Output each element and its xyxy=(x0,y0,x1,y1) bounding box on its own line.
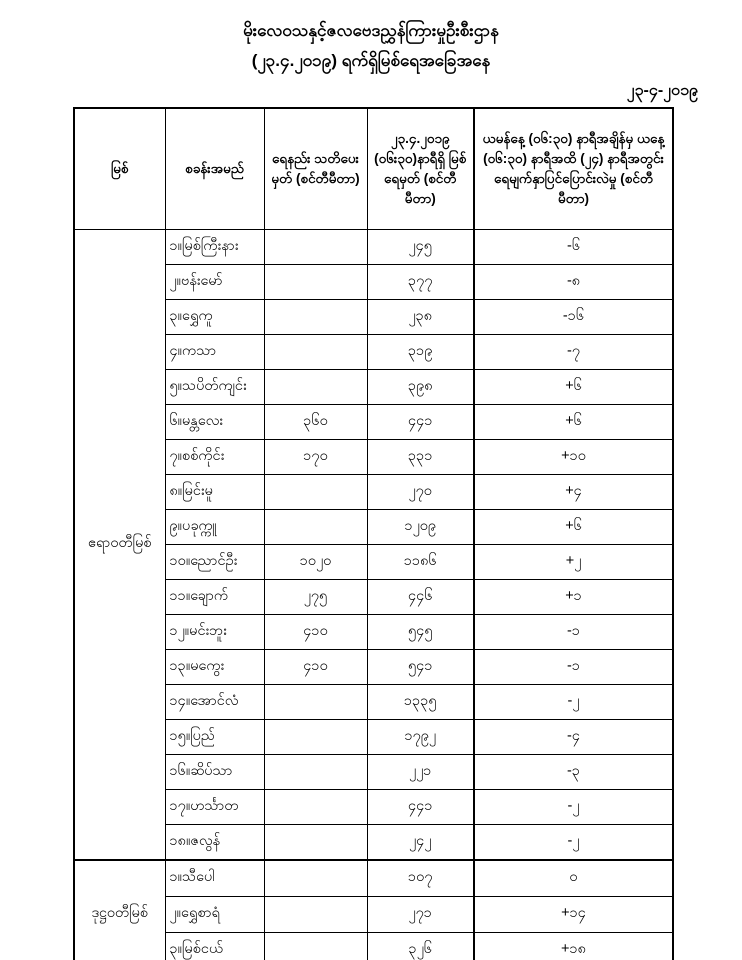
change-24h-cell: -၈ xyxy=(474,265,673,300)
warning-level-cell: ၂၇၅ xyxy=(264,580,367,615)
water-level-cell: ၂၇၀ xyxy=(367,475,474,510)
change-24h-cell: -၂ xyxy=(474,825,673,861)
change-24h-cell: +၂ xyxy=(474,545,673,580)
station-name-cell: ၈။မြင်းမူ xyxy=(165,475,264,510)
change-24h-cell: -၃ xyxy=(474,755,673,790)
change-24h-cell: -၇ xyxy=(474,335,673,370)
change-24h-cell: -၁ xyxy=(474,615,673,650)
station-name-cell: ၆။မန္တလေး xyxy=(165,405,264,440)
water-level-cell: ၃၇၇ xyxy=(367,265,474,300)
header-low-water-warning-level: ရေနည်း သတိပေးမှတ် (စင်တီမီတာ) xyxy=(264,108,367,230)
change-24h-cell: +၁၀ xyxy=(474,440,673,475)
header-row xyxy=(74,108,673,230)
station-name-cell: ၉။ပခုက္ကူ xyxy=(165,510,264,545)
change-24h-cell: -၁၆ xyxy=(474,300,673,335)
water-level-cell: ၅၄၁ xyxy=(367,650,474,685)
water-level-cell: ၃၃၁ xyxy=(367,440,474,475)
header-24h-change: ယမန်နေ့ (၀၆:၃၀) နာရီအချိန်မှ ယနေ့ (၀၆:၃၀) နာရီအထိ (၂၄) နာရီအတွင်း ရေမျက်နှာပြင်ပြောင်းလဲမှု (စင်တီမီတာ) xyxy=(474,108,673,230)
warning-level-cell xyxy=(264,335,367,370)
water-level-cell: ၃၁၉ xyxy=(367,335,474,370)
water-level-cell: ၄၄၁ xyxy=(367,405,474,440)
station-name-cell: ၁။သီပေါ xyxy=(165,860,264,897)
water-level-cell: ၂၃၈ xyxy=(367,300,474,335)
station-name-cell: ၇။စစ်ကိုင်း xyxy=(165,440,264,475)
page-title-line2: (၂၃.၄.၂၀၁၉) ရက်ရှိမြစ်ရေအခြေအနေ xyxy=(251,51,491,70)
change-24h-cell: -၂ xyxy=(474,790,673,825)
warning-level-cell: ၄၁၀ xyxy=(264,650,367,685)
water-level-cell: ၁၂၀၉ xyxy=(367,510,474,545)
change-24h-cell: +၁ xyxy=(474,580,673,615)
river-group-label: ဧရာဝတီမြစ် xyxy=(74,230,165,861)
warning-level-cell xyxy=(264,933,367,960)
warning-level-cell xyxy=(264,300,367,335)
report-date: ၂၃-၄-၂၀၁၉ xyxy=(626,82,698,99)
water-level-cell: ၂၂၁ xyxy=(367,755,474,790)
water-level-cell: ၅၄၅ xyxy=(367,615,474,650)
header-station-name: စခန်းအမည် xyxy=(165,108,264,230)
warning-level-cell xyxy=(264,230,367,265)
station-name-cell: ၁၀။ညောင်ဦး xyxy=(165,545,264,580)
warning-level-cell xyxy=(264,755,367,790)
station-name-cell: ၃။မြစ်ငယ် xyxy=(165,933,264,960)
water-level-cell: ၃၉၈ xyxy=(367,370,474,405)
change-24h-cell: -၄ xyxy=(474,720,673,755)
water-level-table xyxy=(73,107,674,960)
warning-level-cell: ၄၁၀ xyxy=(264,615,367,650)
change-24h-cell: -၁ xyxy=(474,650,673,685)
station-name-cell: ၂။ဗန်းမော် xyxy=(165,265,264,300)
warning-level-cell xyxy=(264,825,367,861)
water-level-cell: ၄၄၆ xyxy=(367,580,474,615)
warning-level-cell xyxy=(264,897,367,933)
station-name-cell: ၁၇။ဟင်္သာတ xyxy=(165,790,264,825)
warning-level-cell: ၃၆၀ xyxy=(264,405,367,440)
water-level-cell: ၂၄၅ xyxy=(367,230,474,265)
header-current-water-level: ၂၃.၄.၂၀၁၉ (၀၆း၃၀)နာရီရှိ မြစ်ရေမှတ် (စင်တီမီတာ) xyxy=(367,108,474,230)
change-24h-cell: +၁၄ xyxy=(474,897,673,933)
page-title-line1: မိုးလေဝသနှင့်ဇလဗေဒညွှန်ကြားမှုဦးစီးဌာန xyxy=(243,21,499,40)
water-level-cell: ၂၄၂ xyxy=(367,825,474,861)
water-level-cell: ၃၂၆ xyxy=(367,933,474,960)
change-24h-cell: +၁၈ xyxy=(474,933,673,960)
change-24h-cell: +၆ xyxy=(474,405,673,440)
change-24h-cell: -၆ xyxy=(474,230,673,265)
station-name-cell: ၁၄။အောင်လံ xyxy=(165,685,264,720)
station-name-cell: ၄။ကသာ xyxy=(165,335,264,370)
page-title xyxy=(0,0,742,76)
station-name-cell: ၁၃။မကွေး xyxy=(165,650,264,685)
warning-level-cell xyxy=(264,860,367,897)
header-river: မြစ် xyxy=(74,108,165,230)
water-level-cell: ၄၄၁ xyxy=(367,790,474,825)
table-row xyxy=(74,230,673,265)
water-level-cell: ၁၀၇ xyxy=(367,860,474,897)
table-row xyxy=(74,860,673,897)
warning-level-cell xyxy=(264,790,367,825)
water-level-cell: ၂၇၁ xyxy=(367,897,474,933)
warning-level-cell: ၁၇၀ xyxy=(264,440,367,475)
warning-level-cell: ၁၀၂၀ xyxy=(264,545,367,580)
station-name-cell: ၁၂။မင်းဘူး xyxy=(165,615,264,650)
change-24h-cell: ၀ xyxy=(474,860,673,897)
station-name-cell: ၁၅။ပြည် xyxy=(165,720,264,755)
station-name-cell: ၂။ရွှေစာရံ xyxy=(165,897,264,933)
station-name-cell: ၁၈။ဇလွန် xyxy=(165,825,264,861)
change-24h-cell: +၆ xyxy=(474,370,673,405)
warning-level-cell xyxy=(264,370,367,405)
station-name-cell: ၁၁။ချောက် xyxy=(165,580,264,615)
water-level-cell: ၁၁၈၆ xyxy=(367,545,474,580)
river-group-label: ဒုဋ္ဌဝတီမြစ် xyxy=(74,860,165,960)
warning-level-cell xyxy=(264,510,367,545)
station-name-cell: ၁၆။ဆိပ်သာ xyxy=(165,755,264,790)
warning-level-cell xyxy=(264,685,367,720)
water-level-cell: ၁၃၃၅ xyxy=(367,685,474,720)
station-name-cell: ၅။သပိတ်ကျင်း xyxy=(165,370,264,405)
station-name-cell: ၃။ရွှေကူ xyxy=(165,300,264,335)
change-24h-cell: +၆ xyxy=(474,510,673,545)
water-level-cell: ၁၇၉၂ xyxy=(367,720,474,755)
warning-level-cell xyxy=(264,265,367,300)
warning-level-cell xyxy=(264,720,367,755)
change-24h-cell: +၄ xyxy=(474,475,673,510)
warning-level-cell xyxy=(264,475,367,510)
station-name-cell: ၁။မြစ်ကြီးနား xyxy=(165,230,264,265)
change-24h-cell: -၂ xyxy=(474,685,673,720)
